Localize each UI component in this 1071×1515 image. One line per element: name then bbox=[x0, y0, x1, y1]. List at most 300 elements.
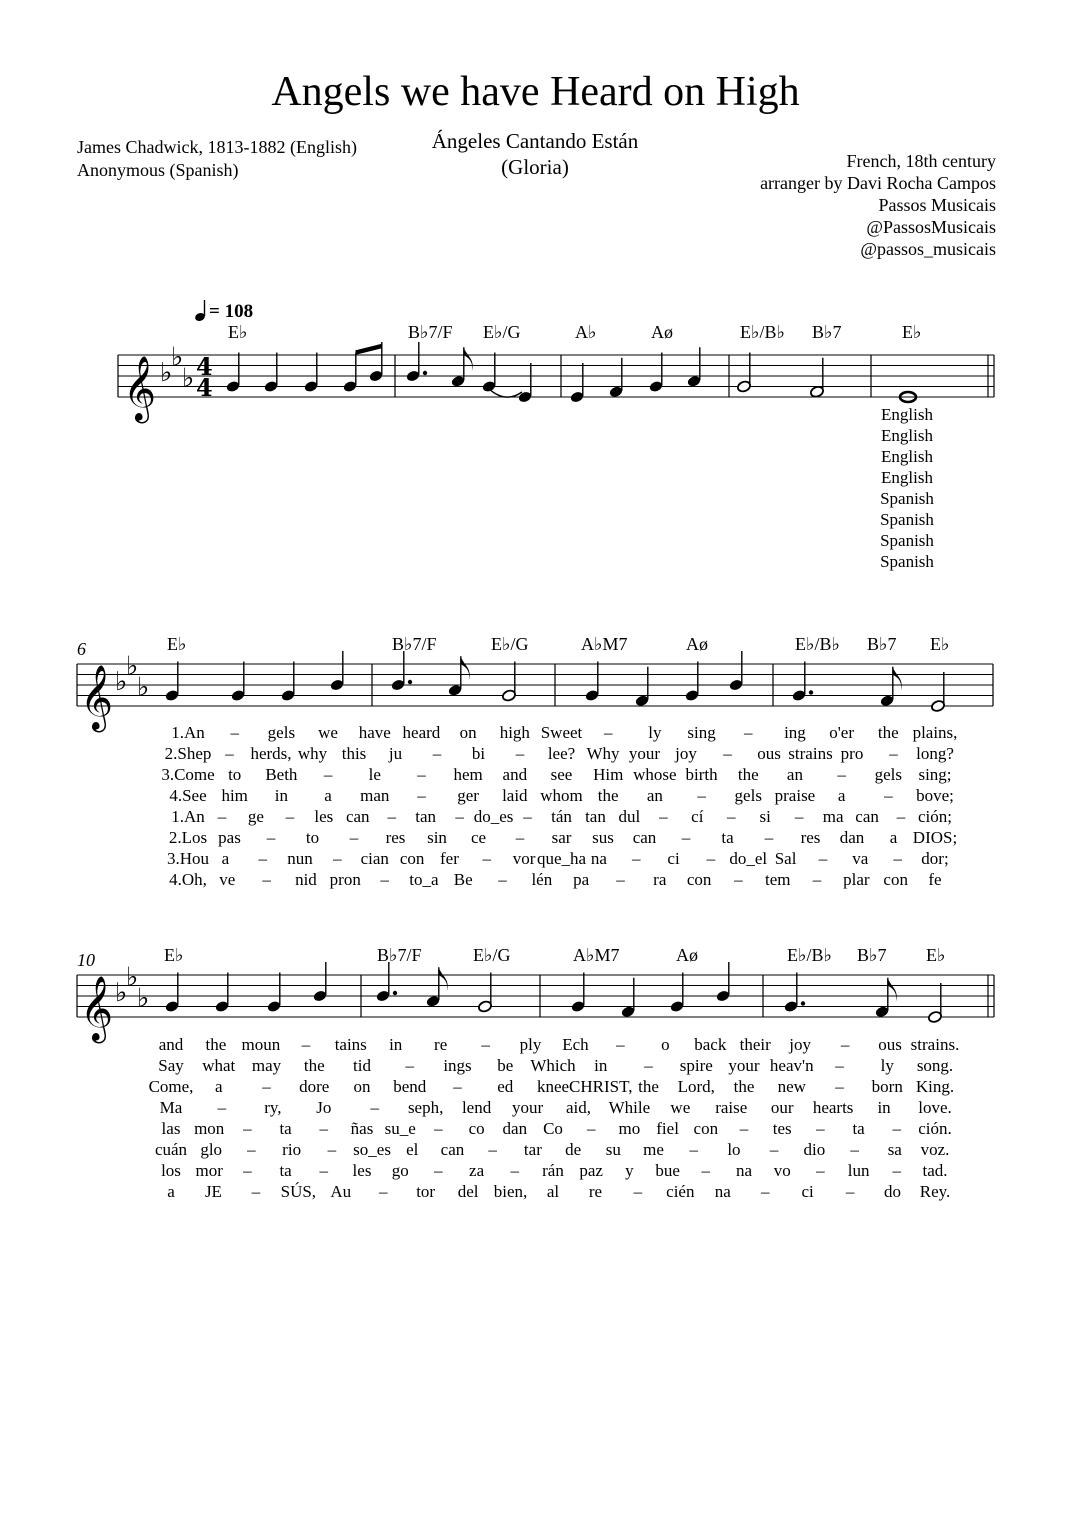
lyric-syllable: joy bbox=[789, 1035, 812, 1054]
lyric-syllable: why bbox=[297, 744, 328, 763]
lyric-syllable: this bbox=[341, 744, 367, 763]
lyric-syllable: to bbox=[228, 765, 242, 784]
lyric-syllable: have bbox=[358, 723, 391, 742]
lyric-syllable: mon bbox=[194, 1119, 225, 1138]
chord-symbol: E♭/B♭ bbox=[795, 634, 840, 654]
augmentation-dot bbox=[809, 690, 813, 694]
lyric-syllable: Sal bbox=[774, 849, 797, 868]
lyric-syllable: Au bbox=[330, 1182, 352, 1201]
lyric-syllable: me bbox=[643, 1140, 664, 1159]
chord-symbol: B♭7 bbox=[867, 634, 897, 654]
lyric-hyphen: – bbox=[850, 1140, 859, 1159]
lyric-syllable: tem bbox=[764, 870, 791, 889]
lyric-syllable: al bbox=[546, 1182, 560, 1201]
lyric-syllable: in bbox=[877, 1098, 891, 1117]
lyric-syllable: dan bbox=[502, 1119, 528, 1138]
lyric-syllable: a bbox=[889, 828, 898, 847]
lyric-syllable: cian bbox=[360, 849, 389, 868]
chord-symbol: E♭ bbox=[167, 634, 187, 654]
lyric-hyphen: – bbox=[616, 870, 625, 889]
chord-symbol: E♭ bbox=[930, 634, 950, 654]
lyric-hyphen: – bbox=[225, 744, 234, 763]
lyric-syllable: voz. bbox=[920, 1140, 950, 1159]
chord-symbol: B♭7/F bbox=[392, 634, 437, 654]
lyric-hyphen: – bbox=[835, 1077, 844, 1096]
lyric-syllable: do_es bbox=[473, 807, 514, 826]
lyric-syllable: los bbox=[161, 1161, 181, 1180]
lyric-hyphen: – bbox=[323, 765, 333, 784]
lyric-syllable: bien, bbox=[493, 1182, 528, 1201]
chord-symbol: A♭M7 bbox=[581, 634, 628, 654]
lyric-hyphen: – bbox=[631, 849, 641, 868]
lyric-syllable: ed bbox=[497, 1077, 514, 1096]
lyric-hyphen: – bbox=[760, 1182, 770, 1201]
lyric-hyphen: – bbox=[840, 1035, 850, 1054]
lyric-syllable: de bbox=[565, 1140, 582, 1159]
language-label: Spanish bbox=[880, 531, 934, 550]
augmentation-dot bbox=[423, 371, 427, 375]
lyric-syllable: on bbox=[353, 1077, 371, 1096]
lyric-hyphen: – bbox=[417, 765, 426, 784]
lyric-syllable: can bbox=[855, 807, 879, 826]
lyric-syllable: man bbox=[360, 786, 390, 805]
flat-icon: ♭ bbox=[126, 651, 139, 682]
lyric-syllable: tán bbox=[551, 807, 572, 826]
lyric-syllable: to_a bbox=[409, 870, 439, 889]
language-label: English bbox=[881, 447, 933, 466]
lyric-syllable: lee? bbox=[547, 744, 576, 763]
lyric-hyphen: – bbox=[896, 807, 906, 826]
lyric-hyphen: – bbox=[434, 1119, 443, 1138]
lyric-syllable: tes bbox=[772, 1119, 792, 1138]
subtitle-line: (Gloria) bbox=[501, 155, 569, 179]
chord-symbol: E♭/G bbox=[473, 945, 511, 965]
lyric-hyphen: – bbox=[285, 807, 295, 826]
lyric-hyphen: – bbox=[217, 1098, 227, 1117]
lyric-syllable: on bbox=[459, 723, 477, 742]
lyric-syllable: ger bbox=[457, 786, 479, 805]
lyric-syllable: we bbox=[318, 723, 338, 742]
lyric-syllable: Him bbox=[593, 765, 624, 784]
lyric-syllable: DIOS; bbox=[912, 828, 958, 847]
lyric-hyphen: – bbox=[515, 744, 525, 763]
lyric-syllable: con bbox=[693, 1119, 719, 1138]
lyric-hyphen: – bbox=[706, 849, 716, 868]
lyric-syllable: su bbox=[605, 1140, 621, 1159]
language-label: English bbox=[881, 426, 933, 445]
lyric-syllable: ly bbox=[648, 723, 662, 742]
lyric-hyphen: – bbox=[739, 1119, 749, 1138]
augmentation-dot bbox=[393, 991, 397, 995]
lyric-hyphen: – bbox=[884, 786, 893, 805]
flat-icon: ♭ bbox=[160, 358, 173, 388]
lyric-hyphen: – bbox=[387, 807, 396, 826]
chord-symbol: E♭ bbox=[228, 322, 248, 342]
lyric-syllable: an bbox=[786, 765, 803, 784]
lyric-syllable: gels bbox=[734, 786, 762, 805]
lyric-syllable: ta bbox=[279, 1161, 292, 1180]
lyric-hyphen: – bbox=[349, 828, 359, 847]
lyric-syllable: new bbox=[777, 1077, 806, 1096]
lyric-hyphen: – bbox=[319, 1119, 329, 1138]
lyric-syllable: aid, bbox=[565, 1098, 591, 1117]
lyric-syllable: na bbox=[735, 1161, 753, 1180]
lyric-syllable: lén bbox=[531, 870, 553, 889]
lyric-syllable: Come, bbox=[148, 1077, 194, 1096]
lyric-syllable: JE bbox=[204, 1182, 222, 1201]
lyric-syllable: whose bbox=[633, 765, 677, 784]
lyric-hyphen: – bbox=[816, 1161, 825, 1180]
lyric-syllable: za bbox=[469, 1161, 485, 1180]
lyric-syllable: a bbox=[837, 786, 846, 805]
lyric-syllable: Say bbox=[158, 1056, 184, 1075]
lyric-syllable: long? bbox=[916, 744, 954, 763]
lyric-syllable: whom bbox=[540, 786, 583, 805]
lyric-syllable: dul bbox=[618, 807, 641, 826]
lyric-hyphen: – bbox=[892, 1119, 902, 1138]
lyric-hyphen: – bbox=[689, 1140, 698, 1159]
lyric-syllable: ous bbox=[878, 1035, 902, 1054]
lyric-syllable: sing; bbox=[918, 765, 952, 784]
lyric-syllable: knee bbox=[536, 1077, 570, 1096]
lyric-syllable: si bbox=[759, 807, 771, 826]
lyric-hyphen: – bbox=[251, 1182, 261, 1201]
lyric-syllable: ce bbox=[470, 828, 487, 847]
lyric-hyphen: – bbox=[319, 1161, 329, 1180]
lyric-syllable: cuán bbox=[154, 1140, 188, 1159]
lyric-hyphen: – bbox=[455, 807, 464, 826]
lyric-syllable: we bbox=[670, 1098, 691, 1117]
chord-symbol: E♭/G bbox=[483, 322, 521, 342]
lyric-syllable: the bbox=[638, 1077, 659, 1096]
lyric-syllable: 2.Los bbox=[168, 828, 208, 847]
lyric-syllable: Ech bbox=[562, 1035, 589, 1054]
composer-line: Passos Musicais bbox=[878, 195, 996, 215]
lyric-hyphen: – bbox=[818, 849, 828, 868]
lyric-syllable: ción; bbox=[918, 807, 952, 826]
lyric-syllable: ply bbox=[519, 1035, 542, 1054]
lyric-hyphen: – bbox=[523, 807, 532, 826]
lyric-hyphen: – bbox=[370, 1098, 379, 1117]
language-label: English bbox=[881, 468, 933, 487]
lyric-syllable: que_ha bbox=[536, 849, 587, 868]
lyric-hyphen: – bbox=[482, 849, 492, 868]
lyric-syllable: bi bbox=[471, 744, 486, 763]
lyric-syllable: pas bbox=[218, 828, 241, 847]
lyric-syllable: do_el bbox=[729, 849, 768, 868]
lyric-syllable: a bbox=[214, 1077, 223, 1096]
lyric-hyphen: – bbox=[889, 744, 898, 763]
lyric-syllable: bend bbox=[393, 1077, 427, 1096]
lyric-syllable: ta bbox=[279, 1119, 292, 1138]
lyric-hyphen: – bbox=[405, 1056, 414, 1075]
lyric-syllable: in bbox=[274, 786, 288, 805]
lyric-hyphen: – bbox=[498, 870, 507, 889]
lyric-syllable: raise bbox=[715, 1098, 748, 1117]
chord-symbol: Aø bbox=[676, 945, 698, 965]
chord-symbol: E♭ bbox=[926, 945, 946, 965]
lyric-hyphen: – bbox=[727, 807, 736, 826]
lyric-syllable: o'er bbox=[829, 723, 855, 742]
lyric-syllable: While bbox=[608, 1098, 651, 1117]
lyric-syllable: Rey. bbox=[919, 1182, 951, 1201]
lyric-syllable: go bbox=[391, 1161, 409, 1180]
chord-symbol: A♭M7 bbox=[573, 945, 620, 965]
lyric-syllable: Be bbox=[453, 870, 473, 889]
lyric-syllable: con bbox=[686, 870, 712, 889]
lyric-hyphen: – bbox=[812, 870, 822, 889]
lyric-hyphen: – bbox=[603, 723, 613, 742]
beam bbox=[356, 346, 382, 353]
lyric-syllable: 4.See bbox=[169, 786, 207, 805]
lyric-syllable: res bbox=[385, 828, 406, 847]
lyric-syllable: Co bbox=[543, 1119, 563, 1138]
lyric-syllable: ci bbox=[801, 1182, 814, 1201]
lyric-syllable: glo bbox=[200, 1140, 223, 1159]
lyric-syllable: dore bbox=[299, 1077, 330, 1096]
lyric-syllable: may bbox=[251, 1056, 282, 1075]
lyric-syllable: dor; bbox=[921, 849, 949, 868]
lyric-syllable: high bbox=[499, 723, 530, 742]
lyric-syllable: a bbox=[324, 786, 332, 805]
lyric-hyphen: – bbox=[769, 1140, 779, 1159]
lyric-syllable: ñas bbox=[350, 1119, 374, 1138]
lyric-syllable: and bbox=[502, 765, 528, 784]
treble-clef-icon: 𝄞 bbox=[80, 665, 114, 730]
lyric-syllable: sing bbox=[687, 723, 716, 742]
lyric-syllable: dan bbox=[839, 828, 865, 847]
lyric-syllable: ra bbox=[653, 870, 667, 889]
lyric-syllable: ci bbox=[667, 849, 680, 868]
lyric-syllable: Why bbox=[586, 744, 620, 763]
lyric-syllable: su_e bbox=[384, 1119, 416, 1138]
lyric-syllable: tor bbox=[416, 1182, 436, 1201]
lyric-syllable: lun bbox=[847, 1161, 870, 1180]
lyric-syllable: moun bbox=[241, 1035, 281, 1054]
lyric-syllable: laid bbox=[502, 786, 528, 805]
chord-symbol: Aø bbox=[686, 634, 708, 654]
treble-clef-icon: 𝄞 bbox=[80, 976, 114, 1041]
lyric-syllable: sa bbox=[887, 1140, 902, 1159]
chord-symbol: A♭ bbox=[575, 322, 597, 342]
lyric-syllable: co bbox=[468, 1119, 485, 1138]
chord-symbol: Aø bbox=[651, 322, 673, 342]
lyric-hyphen: – bbox=[301, 1035, 311, 1054]
lyric-syllable: be bbox=[497, 1056, 514, 1075]
lyric-syllable: herds, bbox=[250, 744, 292, 763]
lyric-syllable: their bbox=[739, 1035, 771, 1054]
lyric-hyphen: – bbox=[837, 765, 846, 784]
lyric-syllable: ma bbox=[822, 807, 844, 826]
lyric-hyphen: – bbox=[701, 1161, 711, 1180]
lyric-syllable: na bbox=[590, 849, 607, 868]
lyric-syllable: in bbox=[594, 1056, 608, 1075]
lyric-hyphen: – bbox=[644, 1056, 653, 1075]
lyric-syllable: born bbox=[871, 1077, 903, 1096]
slur bbox=[488, 388, 522, 397]
lyric-hyphen: – bbox=[744, 723, 753, 742]
lyric-syllable: rán bbox=[542, 1161, 564, 1180]
lyric-syllable: bove; bbox=[916, 786, 954, 805]
lyric-syllable: SÚS, bbox=[280, 1182, 317, 1201]
chord-symbol: B♭7 bbox=[812, 322, 842, 342]
lyric-syllable: sar bbox=[551, 828, 572, 847]
note-flag bbox=[461, 656, 470, 680]
lyric-syllable: ous bbox=[757, 744, 781, 763]
lyric-syllable: your bbox=[511, 1098, 544, 1117]
lyric-syllable: dio bbox=[803, 1140, 826, 1159]
chord-symbol: B♭7/F bbox=[377, 945, 422, 965]
lyric-hyphen: – bbox=[262, 870, 271, 889]
measure-number: 10 bbox=[77, 950, 95, 970]
note-flag bbox=[464, 347, 473, 371]
lyric-syllable: sus bbox=[592, 828, 614, 847]
lyric-syllable: your bbox=[628, 744, 661, 763]
lyric-syllable: the bbox=[877, 723, 899, 742]
lyric-syllable: el bbox=[406, 1140, 419, 1159]
lyric-syllable: King. bbox=[915, 1077, 955, 1096]
time-signature-numerator: 4 bbox=[196, 352, 213, 381]
augmentation-dot bbox=[801, 1001, 805, 1005]
lyric-syllable: seph, bbox=[407, 1098, 444, 1117]
lyric-syllable: y bbox=[625, 1161, 634, 1180]
language-label: Spanish bbox=[880, 510, 934, 529]
lyric-syllable: res bbox=[800, 828, 821, 847]
lyric-syllable: pron bbox=[329, 870, 361, 889]
composer-line: French, 18th century bbox=[846, 151, 996, 171]
lyric-hyphen: – bbox=[417, 786, 426, 805]
lyric-syllable: strains bbox=[788, 744, 833, 763]
lyric-syllable: 2.Shep bbox=[164, 744, 212, 763]
lyric-syllable: ly bbox=[880, 1056, 894, 1075]
flat-icon: ♭ bbox=[171, 342, 184, 373]
lyric-hyphen: – bbox=[734, 870, 743, 889]
lyric-hyphen: – bbox=[481, 1035, 490, 1054]
lyric-syllable: can bbox=[440, 1140, 465, 1159]
lyric-syllable: Ma bbox=[159, 1098, 183, 1117]
lyric-hyphen: – bbox=[258, 849, 267, 868]
lyric-syllable: ry, bbox=[264, 1098, 282, 1117]
lyric-syllable: 1.An bbox=[171, 723, 205, 742]
note-flag bbox=[888, 978, 897, 1002]
lyric-hyphen: – bbox=[893, 849, 902, 868]
lyric-syllable: Which bbox=[530, 1056, 576, 1075]
flat-icon: ♭ bbox=[182, 363, 195, 394]
lyric-syllable: back bbox=[694, 1035, 727, 1054]
lyric-syllable: Jo bbox=[316, 1098, 332, 1117]
lyric-syllable: las bbox=[161, 1119, 181, 1138]
lyric-syllable: ve bbox=[219, 870, 236, 889]
lyric-syllable: va bbox=[852, 849, 869, 868]
lyric-hyphen: – bbox=[794, 807, 804, 826]
lyric-syllable: 1.An bbox=[171, 807, 205, 826]
lyric-syllable: re bbox=[588, 1182, 603, 1201]
flat-icon: ♭ bbox=[115, 978, 128, 1008]
lyric-hyphen: – bbox=[681, 828, 691, 847]
language-label: English bbox=[881, 405, 933, 424]
lyric-syllable: mor bbox=[195, 1161, 223, 1180]
lyric-syllable: vo bbox=[773, 1161, 791, 1180]
lyric-syllable: con bbox=[399, 849, 425, 868]
lyric-syllable: 3.Hou bbox=[166, 849, 210, 868]
note-flag bbox=[439, 967, 448, 991]
lyric-hyphen: – bbox=[243, 1119, 252, 1138]
lyric-hyphen: – bbox=[327, 1140, 337, 1159]
lyric-syllable: in bbox=[389, 1035, 403, 1054]
lyric-syllable: the bbox=[597, 786, 619, 805]
lyric-syllable: can bbox=[345, 807, 370, 826]
lyric-syllable: ta bbox=[721, 828, 734, 847]
lyric-hyphen: – bbox=[262, 1077, 271, 1096]
lyric-hyphen: – bbox=[586, 1119, 596, 1138]
lyric-syllable: tan bbox=[415, 807, 437, 826]
lyric-syllable: praise bbox=[774, 786, 816, 805]
lyric-syllable: tar bbox=[523, 1140, 542, 1159]
lyric-syllable: to bbox=[305, 828, 320, 847]
lyric-syllable: bue bbox=[655, 1161, 680, 1180]
lyric-syllable: a bbox=[221, 849, 230, 868]
lyric-hyphen: – bbox=[243, 1161, 252, 1180]
lyric-syllable: an bbox=[646, 786, 663, 805]
lyric-syllable: plains, bbox=[912, 723, 958, 742]
lyric-hyphen: – bbox=[333, 849, 342, 868]
lyric-syllable: a bbox=[167, 1182, 175, 1201]
lyric-syllable: del bbox=[457, 1182, 479, 1201]
lyric-hyphen: – bbox=[432, 744, 442, 763]
lyric-syllable: love. bbox=[918, 1098, 952, 1117]
lyric-syllable: strains. bbox=[910, 1035, 960, 1054]
lyric-syllable: cí bbox=[691, 807, 704, 826]
lyric-syllable: joy bbox=[675, 744, 697, 763]
lyric-hyphen: – bbox=[816, 1119, 825, 1138]
lyric-syllable: tains bbox=[334, 1035, 367, 1054]
language-label: Spanish bbox=[880, 552, 934, 571]
augmentation-dot bbox=[408, 680, 412, 684]
chord-symbol: E♭ bbox=[164, 945, 184, 965]
lyric-syllable: pro bbox=[840, 744, 864, 763]
lyric-syllable: 3.Come bbox=[161, 765, 215, 784]
lyricist-line: Anonymous (Spanish) bbox=[77, 160, 239, 180]
lyric-syllable: and bbox=[158, 1035, 184, 1054]
lyric-syllable: heard bbox=[402, 723, 441, 742]
lyric-hyphen: – bbox=[633, 1182, 643, 1201]
lyric-syllable: fer bbox=[440, 849, 459, 868]
lyric-syllable: the bbox=[737, 765, 759, 784]
lyric-syllable: mo bbox=[618, 1119, 641, 1138]
lyric-hyphen: – bbox=[230, 723, 239, 742]
lyric-syllable: the bbox=[205, 1035, 227, 1054]
lyric-syllable: Lord, bbox=[677, 1077, 715, 1096]
lyric-hyphen: – bbox=[835, 1056, 844, 1075]
note-flag bbox=[893, 667, 902, 691]
lyric-syllable: tan bbox=[585, 807, 606, 826]
composer-line: arranger by Davi Rocha Campos bbox=[760, 173, 996, 193]
chord-symbol: E♭/B♭ bbox=[787, 945, 832, 965]
lyric-hyphen: – bbox=[434, 1161, 443, 1180]
lyric-syllable: nun bbox=[287, 849, 313, 868]
lyric-hyphen: – bbox=[378, 1182, 388, 1201]
lyric-syllable: tid bbox=[353, 1056, 371, 1075]
lyric-syllable: paz bbox=[579, 1161, 603, 1180]
lyric-syllable: con bbox=[883, 870, 908, 889]
lyric-syllable: Sweet bbox=[540, 723, 583, 742]
lyric-syllable: lo bbox=[727, 1140, 741, 1159]
lyric-syllable: cién bbox=[666, 1182, 695, 1201]
lyric-hyphen: – bbox=[515, 828, 525, 847]
lyric-syllable: CHRIST, bbox=[569, 1077, 633, 1096]
lyric-syllable: tad. bbox=[922, 1161, 948, 1180]
lyric-hyphen: – bbox=[697, 786, 706, 805]
